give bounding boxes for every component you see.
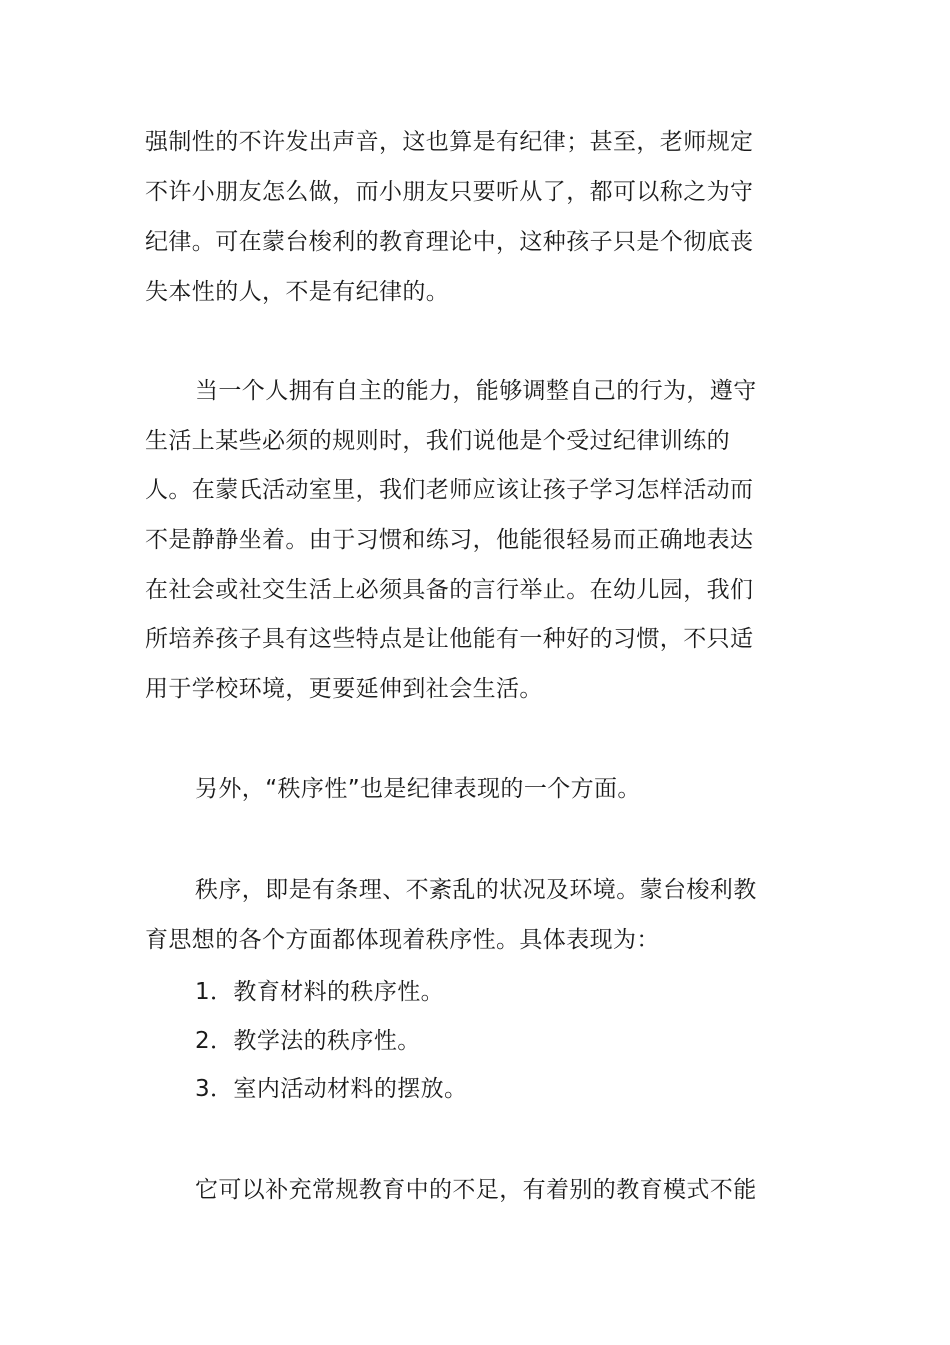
- paragraph-1-line-3: 纪律。可在蒙台梭利的教育理论中，这种孩子只是个彻底丧: [145, 229, 754, 255]
- paragraph-4-line-2: 育思想的各个方面都体现着秩序性。具体表现为：: [145, 927, 660, 953]
- paragraph-1-line-1: 强制性的不许发出声音，这也算是有纪律；甚至，老师规定: [145, 129, 754, 155]
- paragraph-2-line-3: 人。在蒙氏活动室里，我们老师应该让孩子学习怎样活动而: [145, 477, 754, 503]
- paragraph-1-line-2: 不许小朋友怎么做，而小朋友只要听从了，都可以称之为守: [145, 179, 754, 205]
- list-item-2: 2．教学法的秩序性。: [195, 1028, 421, 1054]
- paragraph-2-line-1: 当一个人拥有自主的能力，能够调整自己的行为，遵守: [195, 378, 757, 404]
- paragraph-2-line-6: 所培养孩子具有这些特点是让他能有一种好的习惯，不只适: [145, 626, 754, 652]
- list-item-3: 3．室内活动材料的摆放。: [195, 1076, 468, 1102]
- paragraph-2-line-4: 不是静静坐着。由于习惯和练习，他能很轻易而正确地表达: [145, 527, 754, 553]
- paragraph-3-line-1: 另外，“秩序性”也是纪律表现的一个方面。: [195, 776, 641, 802]
- list-item-1: 1．教育材料的秩序性。: [195, 979, 445, 1005]
- paragraph-4-line-1: 秩序，即是有条理、不紊乱的状况及环境。蒙台梭利教: [195, 877, 757, 903]
- paragraph-5-line-1: 它可以补充常规教育中的不足，有着别的教育模式不能: [195, 1177, 757, 1203]
- paragraph-2-line-7: 用于学校环境，更要延伸到社会生活。: [145, 676, 543, 702]
- paragraph-2-line-2: 生活上某些必须的规则时，我们说他是个受过纪律训练的: [145, 428, 730, 454]
- paragraph-1-line-4: 失本性的人，不是有纪律的。: [145, 279, 450, 305]
- paragraph-2-line-5: 在社会或社交生活上必须具备的言行举止。在幼儿园，我们: [145, 577, 754, 603]
